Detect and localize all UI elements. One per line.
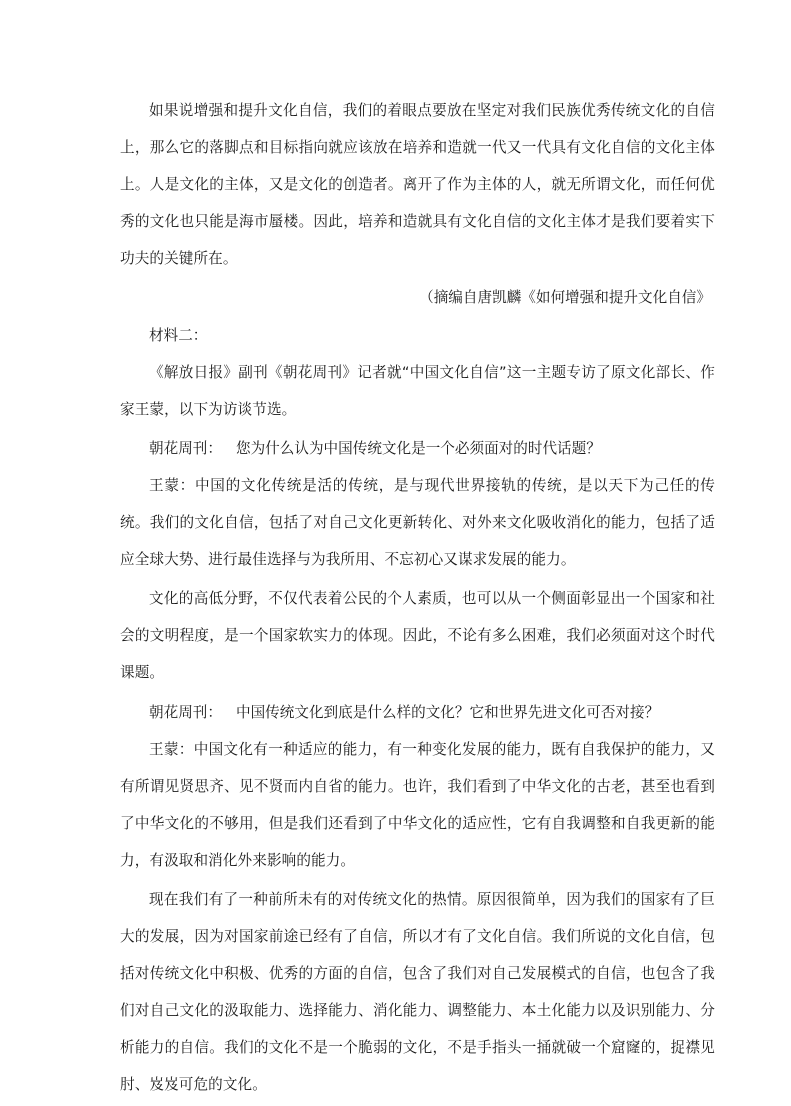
question-1 <box>120 430 715 467</box>
question-2 <box>120 694 715 731</box>
answer-2-paragraph-2: 现在我们有了一种前所未有的对传统文化的热情。原因很简单，因为我们的国家有了巨大的发展，因为对国家前途已经有了自信，所以才有了文化自信。我们所说的文化自信，包括对传统文化中积极、优秀的方面的自信，包含了我们对自己发展模式的自信，也包含了我们对自己文化的汲取能力、选择能力、消化能力、调整能力、本土化能力以及识别能力、分析能力的自信。我们的文化不是一个脆弱的文化，不是手指头一捅就破一个窟窿的，捉襟见肘、岌岌可危的文化。 <box>120 890 715 1094</box>
interview-intro: 《解放日报》副刊《朝花周刊》记者就“中国文化自信”这一主题专访了原文化部长、作家王蒙，以下为访谈节选。 <box>120 363 715 418</box>
material-2-heading: 材料二： <box>149 326 208 344</box>
document-page <box>120 92 715 1106</box>
answer-1-paragraph-2: 文化的高低分野，不仅代表着公民的个人素质，也可以从一个侧面彰显出一个国家和社会的文明程度，是一个国家软实力的体现。因此，不论有多么困难，我们必须面对这个时代课题。 <box>120 590 715 682</box>
question-2-speaker: 朝花周刊： <box>149 703 222 721</box>
question-1-speaker: 朝花周刊： <box>149 439 222 457</box>
question-1-text: 您为什么认为中国传统文化是一个必须面对的时代话题？ <box>235 439 601 457</box>
paragraph-cultural-subject: 如果说增强和提升文化自信，我们的着眼点要放在坚定对我们民族优秀传统文化的自信上，那么它的落脚点和目标指向就应该放在培养和造就一代又一代具有文化自信的文化主体上。人是文化的主体，又是文化的创造者。离开了作为主体的人，就无所谓文化，而任何优秀的文化也只能是海市蜃楼。因此，培养和造就具有文化自信的文化主体才是我们要着实下功夫的关键所在。 <box>120 102 715 268</box>
source-citation: （摘编自唐凯麟《如何增强和提升文化自信》 <box>419 289 711 307</box>
question-2-text: 中国传统文化到底是什么样的文化？它和世界先进文化可否对接？ <box>235 703 660 721</box>
answer-2-paragraph-1: 王蒙：中国文化有一种适应的能力，有一种变化发展的能力，既有自我保护的能力，又有所谓见贤思齐、见不贤而内自省的能力。也许，我们看到了中华文化的古老，甚至也看到了中华文化的不够用，但是我们还看到了中华文化的适应性，它有自我调整和自我更新的能力，有汲取和消化外来影响的能力。 <box>120 740 715 869</box>
answer-1-paragraph-1: 王蒙：中国的文化传统是活的传统，是与现代世界接轨的传统，是以天下为己任的传统。我们的文化自信，包括了对自己文化更新转化、对外来文化吸收消化的能力，包括了适应全球大势、进行最佳选择与为我所用、不忘初心又谋求发展的能力。 <box>120 476 715 569</box>
